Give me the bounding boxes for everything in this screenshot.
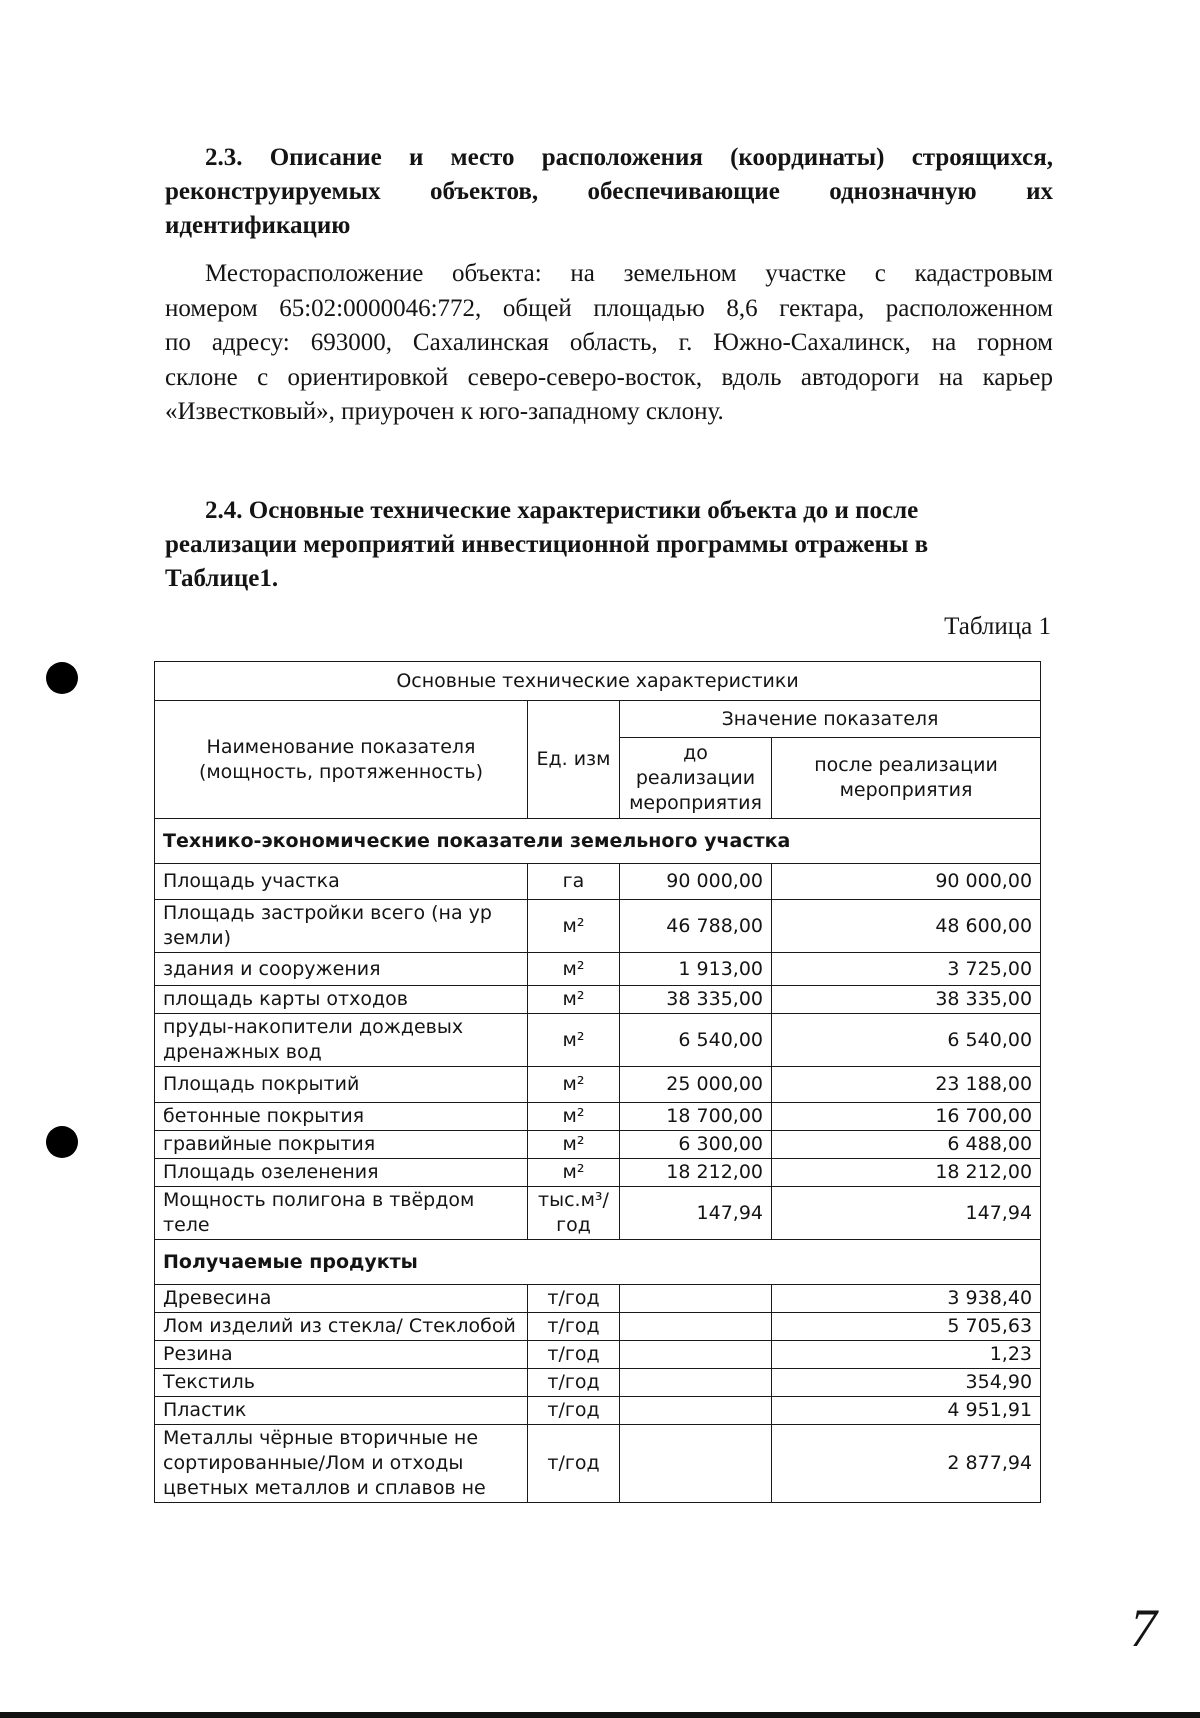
cell-unit: м² [528, 986, 620, 1014]
section-2-3-title-line: идентификацию [165, 212, 351, 239]
paragraph-line: склоне с ориентировкой северо-северо-восток, вдоль автодороги на карьер [165, 363, 1053, 391]
column-header-before: до реализации мероприятия [620, 738, 772, 819]
cell-name: Лом изделий из стекла/ Стеклобой [155, 1313, 528, 1341]
cell-after: 90 000,00 [772, 864, 1041, 900]
table-main-header: Основные технические характеристики [155, 662, 1041, 701]
cell-name: Металлы чёрные вторичные не сортированные/Лом и отходы цветных металлов и сплавов не [155, 1425, 528, 1503]
table-row [155, 986, 1041, 1014]
table-caption: Таблица 1 [944, 613, 1051, 640]
cell-unit: м² [528, 1067, 620, 1103]
cell-name: Мощность полигона в твёрдом теле [155, 1187, 528, 1240]
cell-before: 147,94 [620, 1187, 772, 1240]
cell-before: 1 913,00 [620, 953, 772, 986]
cell-unit: т/год [528, 1313, 620, 1341]
section-2-4-title [165, 494, 1053, 596]
paragraph-line: Месторасположение объекта: на земельном участке с кадастровым [205, 260, 1053, 287]
table-row [155, 953, 1041, 986]
cell-name: здания и сооружения [155, 953, 528, 986]
paragraph-line: по адресу: 693000, Сахалинская область, г. Южно-Сахалинск, на горном [165, 329, 1053, 356]
scan-edge-line [0, 1712, 1200, 1718]
cell-unit: га [528, 864, 620, 900]
cell-after: 18 212,00 [772, 1159, 1041, 1187]
table-body [155, 819, 1041, 1503]
cell-unit: т/год [528, 1341, 620, 1369]
cell-before: 25 000,00 [620, 1067, 772, 1103]
cell-after: 1,23 [772, 1341, 1041, 1369]
cell-before: 6 540,00 [620, 1014, 772, 1067]
table-row [155, 1159, 1041, 1187]
section-2-4-title-line: 2.4. Основные технические характеристики объекта до и после [205, 497, 919, 524]
punch-hole-mark [46, 662, 78, 694]
cell-unit: т/год [528, 1397, 620, 1425]
section-2-3-title [165, 141, 1053, 243]
cell-after: 3 725,00 [772, 953, 1041, 986]
cell-before: 90 000,00 [620, 864, 772, 900]
table-section-title: Получаемые продукты [155, 1240, 1041, 1285]
section-2-3-title-line: 2.3. Описание и место расположения (координаты) строящихся, [205, 144, 1053, 171]
cell-name: Площадь покрытий [155, 1067, 528, 1103]
cell-name: Текстиль [155, 1369, 528, 1397]
cell-before: 18 700,00 [620, 1103, 772, 1131]
cell-unit: м² [528, 1014, 620, 1067]
cell-after: 16 700,00 [772, 1103, 1041, 1131]
page-number: 7 [1130, 1598, 1157, 1658]
table-row [155, 1397, 1041, 1425]
cell-unit: м² [528, 900, 620, 953]
column-header-after: после реализации мероприятия [772, 738, 1041, 819]
cell-unit: т/год [528, 1369, 620, 1397]
cell-before: 46 788,00 [620, 900, 772, 953]
table-row [155, 1313, 1041, 1341]
cell-after: 147,94 [772, 1187, 1041, 1240]
cell-unit: м² [528, 1103, 620, 1131]
section-2-4-title-line: Таблице1. [165, 565, 279, 592]
cell-unit: т/год [528, 1285, 620, 1313]
section-2-3-title-line: реконструируемых объектов, обеспечивающие однозначную их [165, 178, 1053, 205]
cell-name: площадь карты отходов [155, 986, 528, 1014]
paragraph-line: «Известковый», приурочен к юго-западному склону. [165, 398, 724, 425]
paragraph-line: номером 65:02:0000046:772, общей площадью 8,6 гектара, расположенном [165, 294, 1053, 322]
cell-name: Резина [155, 1341, 528, 1369]
punch-hole-mark [46, 1126, 78, 1158]
table-section-row [155, 1240, 1041, 1285]
cell-after: 5 705,63 [772, 1313, 1041, 1341]
table-row [155, 864, 1041, 900]
table-row [155, 1425, 1041, 1503]
cell-name: бетонные покрытия [155, 1103, 528, 1131]
cell-before: 38 335,00 [620, 986, 772, 1014]
cell-before: 6 300,00 [620, 1131, 772, 1159]
cell-name: Площадь застройки всего (на ур земли) [155, 900, 528, 953]
cell-unit: м² [528, 953, 620, 986]
table-section-title: Технико-экономические показатели земельного участка [155, 819, 1041, 864]
table-main-header-row [155, 662, 1041, 701]
cell-after: 354,90 [772, 1369, 1041, 1397]
cell-after: 6 488,00 [772, 1131, 1041, 1159]
cell-name: Площадь участка [155, 864, 528, 900]
section-2-3-paragraph [165, 257, 1053, 430]
table-row [155, 900, 1041, 953]
cell-after: 38 335,00 [772, 986, 1041, 1014]
cell-before [620, 1285, 772, 1313]
table-row [155, 1285, 1041, 1313]
cell-name: Площадь озеленения [155, 1159, 528, 1187]
cell-after: 23 188,00 [772, 1067, 1041, 1103]
table-row [155, 1187, 1041, 1240]
table-row [155, 1014, 1041, 1067]
table-row [155, 1369, 1041, 1397]
table-row [155, 1067, 1041, 1103]
technical-characteristics-table [154, 661, 1041, 1503]
cell-name: Пластик [155, 1397, 528, 1425]
column-header-value: Значение показателя [620, 701, 1041, 738]
cell-before: 18 212,00 [620, 1159, 772, 1187]
cell-unit: т/год [528, 1425, 620, 1503]
table-header-row [155, 701, 1041, 738]
cell-name: пруды-накопители дождевых дренажных вод [155, 1014, 528, 1067]
cell-before [620, 1313, 772, 1341]
cell-unit: тыс.м³/ год [528, 1187, 620, 1240]
cell-after: 3 938,40 [772, 1285, 1041, 1313]
cell-after: 2 877,94 [772, 1425, 1041, 1503]
table-section-row [155, 819, 1041, 864]
column-header-name: Наименование показателя (мощность, протяженность) [155, 701, 528, 819]
cell-before [620, 1425, 772, 1503]
table-row [155, 1131, 1041, 1159]
cell-after: 4 951,91 [772, 1397, 1041, 1425]
cell-before [620, 1369, 772, 1397]
cell-before [620, 1397, 772, 1425]
cell-name: гравийные покрытия [155, 1131, 528, 1159]
column-header-unit: Ед. изм [528, 701, 620, 819]
table-row [155, 1103, 1041, 1131]
cell-unit: м² [528, 1131, 620, 1159]
cell-unit: м² [528, 1159, 620, 1187]
cell-before [620, 1341, 772, 1369]
cell-after: 6 540,00 [772, 1014, 1041, 1067]
section-2-4-title-line: реализации мероприятий инвестиционной программы отражены в [165, 531, 929, 558]
cell-name: Древесина [155, 1285, 528, 1313]
cell-after: 48 600,00 [772, 900, 1041, 953]
table-row [155, 1341, 1041, 1369]
